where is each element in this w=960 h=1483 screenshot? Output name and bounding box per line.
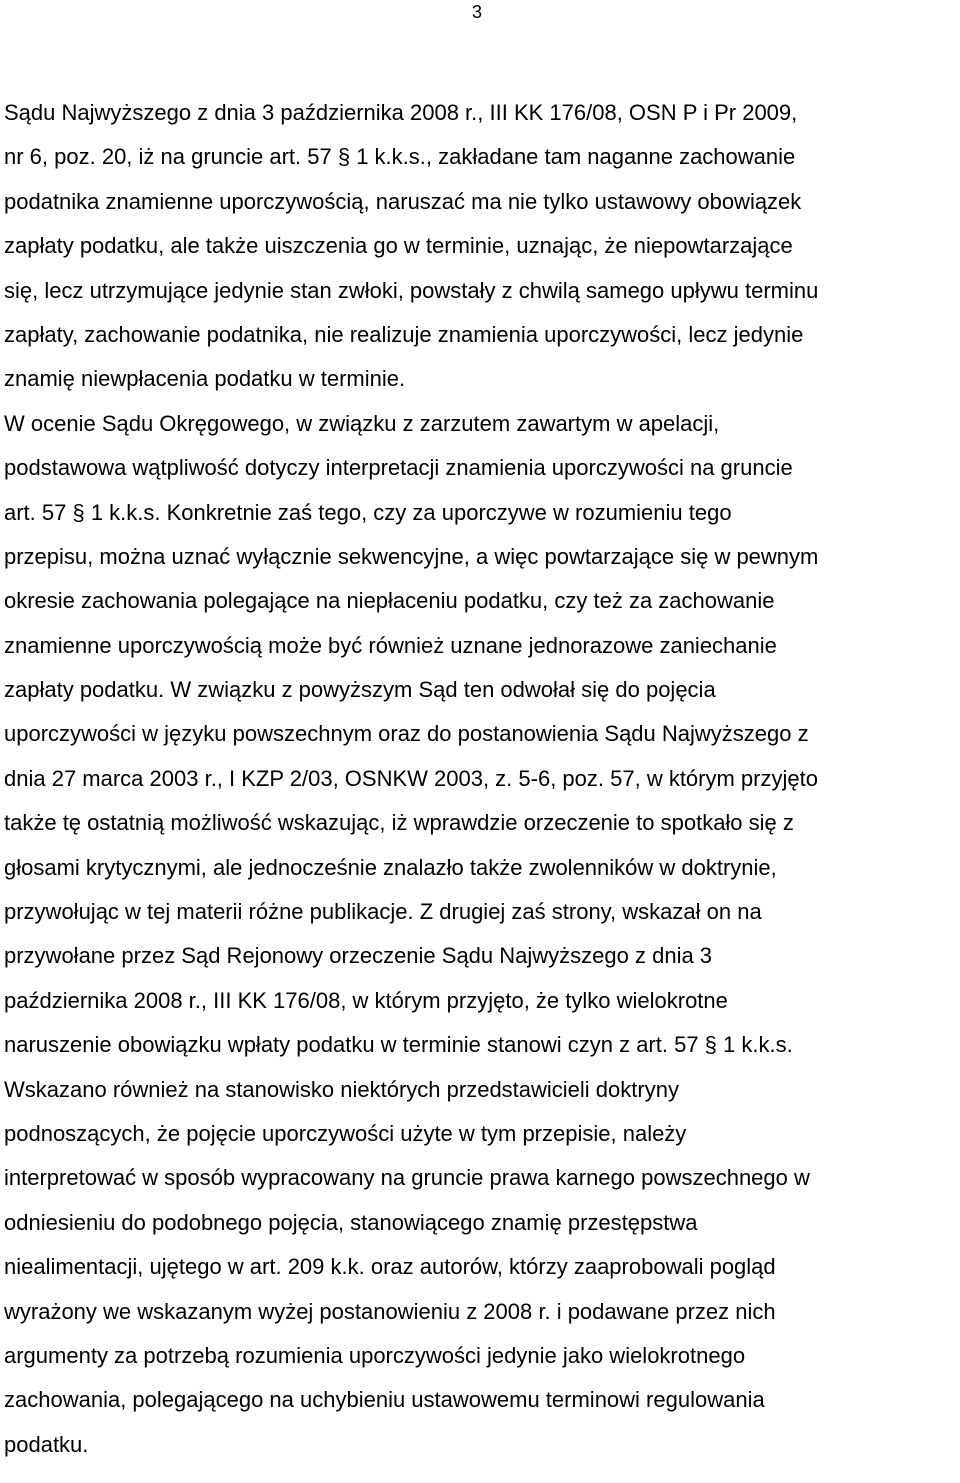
text-line: podstawowa wątpliwość dotyczy interpretacji znamienia uporczywości na gruncie	[4, 455, 793, 481]
paragraph-2	[4, 402, 956, 1467]
text-line: nr 6, poz. 20, iż na gruncie art. 57 § 1 k.k.s., zakładane tam naganne zachowanie	[4, 144, 796, 170]
text-line: interpretować w sposób wypracowany na gruncie prawa karnego powszechnego w	[4, 1165, 810, 1191]
text-line: podatku.	[4, 1431, 89, 1457]
text-line: odniesieniu do podobnego pojęcia, stanowiącego znamię przestępstwa	[4, 1209, 698, 1235]
text-line: argumenty za potrzebą rozumienia uporczywości jedynie jako wielokrotnego	[4, 1342, 746, 1368]
text-line: znamienne uporczywością może być również uznane jednorazowe zaniechanie	[4, 632, 777, 658]
text-line: zapłaty podatku. W związku z powyższym Sąd ten odwołał się do pojęcia	[4, 677, 716, 703]
text-line: podnoszących, że pojęcie uporczywości użyte w tym przepisie, należy	[4, 1120, 687, 1146]
text-line: Sądu Najwyższego z dnia 3 października 2008 r., III KK 176/08, OSN P i Pr 2009,	[4, 100, 798, 125]
text-line: znamię niewpłacenia podatku w terminie.	[4, 366, 406, 392]
text-line: naruszenie obowiązku wpłaty podatku w terminie stanowi czyn z art. 57 § 1 k.k.s.	[4, 1032, 793, 1058]
text-line: przywołując w tej materii różne publikacje. Z drugiej zaś strony, wskazał on na	[4, 899, 762, 925]
text-line: Wskazano również na stanowisko niektórych przedstawicieli doktryny	[4, 1076, 679, 1102]
text-line: zapłaty, zachowanie podatnika, nie realizuje znamienia uporczywości, lecz jedynie	[4, 321, 804, 347]
text-line: zachowania, polegającego na uchybieniu ustawowemu terminowi regulowania	[4, 1387, 765, 1413]
text-line: przywołane przez Sąd Rejonowy orzeczenie Sądu Najwyższego z dnia 3	[4, 943, 713, 969]
text-line: podatnika znamienne uporczywością, naruszać ma nie tylko ustawowy obowiązek	[4, 188, 802, 214]
text-line: wyrażony we wskazanym wyżej postanowieniu z 2008 r. i podawane przez nich	[4, 1298, 776, 1324]
document-body	[4, 91, 956, 1467]
paragraph-1	[4, 91, 956, 402]
page-number: 3	[472, 2, 483, 22]
text-line: się, lecz utrzymujące jedynie stan zwłoki, powstały z chwilą samego upływu terminu	[4, 277, 819, 303]
text-line: W ocenie Sądu Okręgowego, w związku z zarzutem zawartym w apelacji,	[4, 410, 720, 436]
text-line: zapłaty podatku, ale także uiszczenia go w terminie, uznając, że niepowtarzające	[4, 233, 793, 259]
text-line: art. 57 § 1 k.k.s. Konkretnie zaś tego, czy za uporczywe w rozumieniu tego	[4, 499, 732, 525]
text-line: okresie zachowania polegające na niepłaceniu podatku, czy też za zachowanie	[4, 588, 775, 614]
text-line: października 2008 r., III KK 176/08, w którym przyjęto, że tylko wielokrotne	[4, 987, 728, 1013]
text-line: uporczywości w języku powszechnym oraz do postanowienia Sądu Najwyższego z	[4, 721, 809, 747]
text-line: dnia 27 marca 2003 r., I KZP 2/03, OSNKW 2003, z. 5-6, poz. 57, w którym przyjęto	[4, 765, 818, 791]
text-line: przepisu, można uznać wyłącznie sekwencyjne, a więc powtarzające się w pewnym	[4, 543, 819, 569]
text-line: także tę ostatnią możliwość wskazując, iż wprawdzie orzeczenie to spotkało się z	[4, 810, 794, 836]
text-line: głosami krytycznymi, ale jednocześnie znalazło także zwolenników w doktrynie,	[4, 854, 777, 880]
text-line: niealimentacji, ujętego w art. 209 k.k. oraz autorów, którzy zaaprobowali pogląd	[4, 1254, 776, 1280]
